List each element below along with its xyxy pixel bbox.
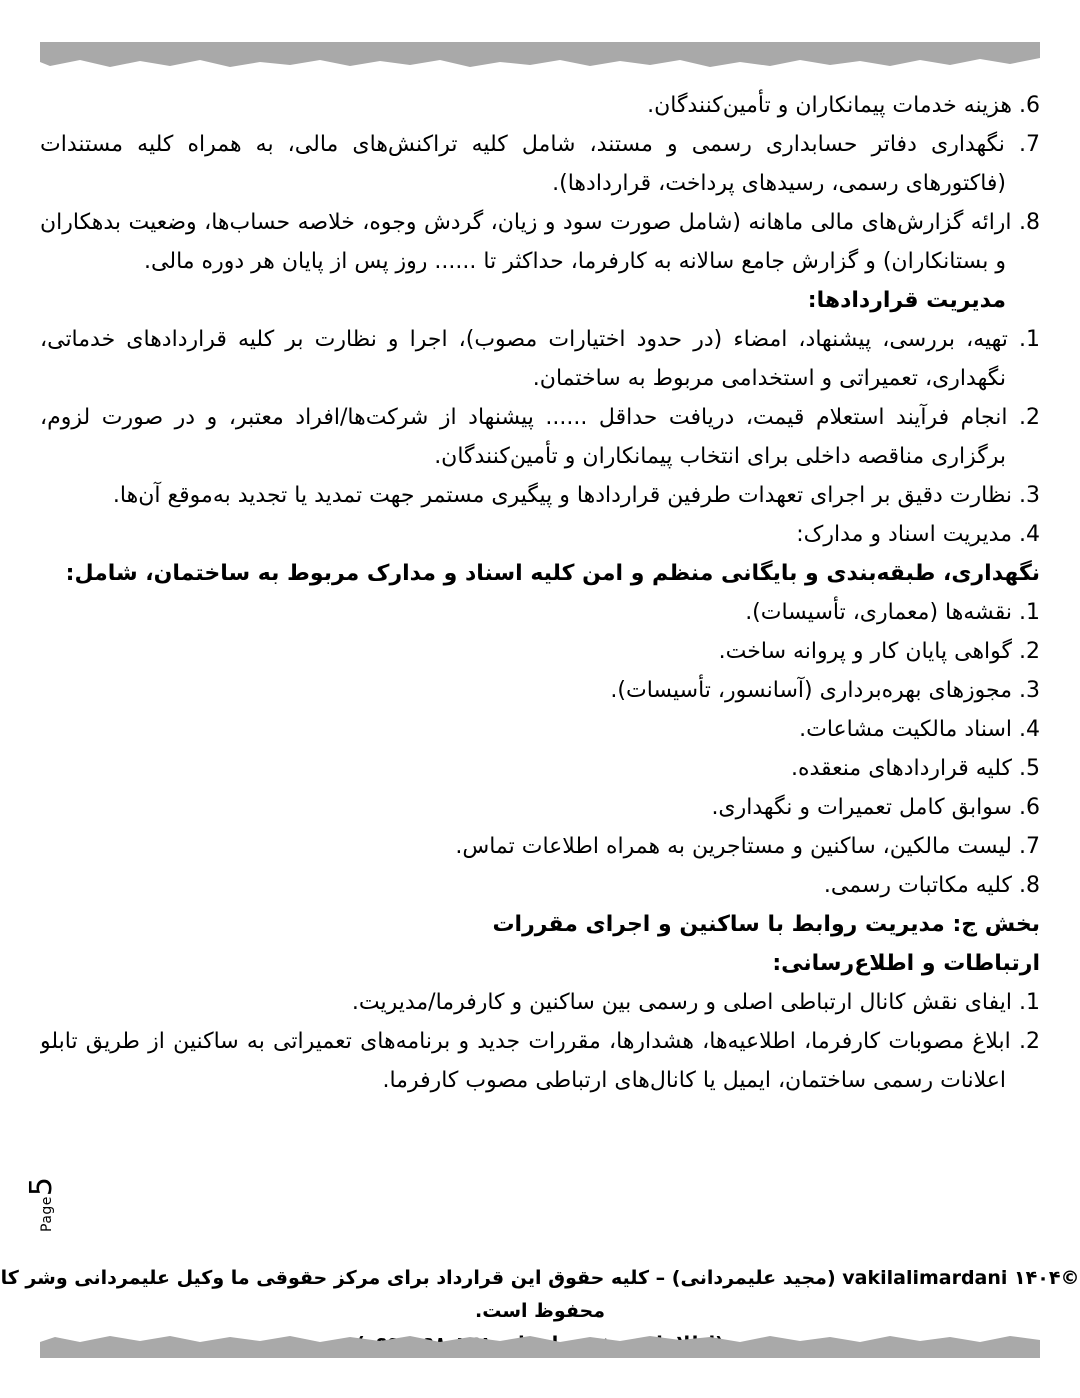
list-item: 2. گواهی پایان کار و پروانه ساخت. xyxy=(718,639,1040,664)
document-body xyxy=(40,86,1040,1201)
list-item: 8. ارائه گزارش‌های مالی ماهانه (شامل صورت سود و زیان، گردش وجوه، خلاصه حساب‌ها، وضعیت بدهکاران و بستانکاران) و گزارش جامع سالانه به کارفرما، حداکثر تا ...... روز پس از پایان هر دوره مالی. xyxy=(40,210,1040,274)
list-item: 6. سوابق کامل تعمیرات و نگهداری. xyxy=(711,795,1040,820)
list-item: 4. اسناد مالکیت مشاعات. xyxy=(799,717,1040,742)
section-heading: نگهداری، طبقه‌بندی و بایگانی منظم و امن کلیه اسناد و مدارک مربوط به ساختمان، شامل: xyxy=(65,561,1040,586)
list-item: 2. ابلاغ مصوبات کارفرما، اطلاعیه‌ها، هشدارها، مقررات جدید و برنامه‌های تعمیراتی به ساکنین از طریق تابلو اعلانات رسمی ساختمان، ایمیل یا کانال‌های ارتباطی مصوب کارفرما. xyxy=(40,1029,1040,1093)
list-item: 7. لیست مالکین، ساکنین و مستاجرین به همراه اطلاعات تماس. xyxy=(455,834,1040,859)
torn-paper-shape-bottom xyxy=(40,1336,1040,1358)
page-number-value: 5 xyxy=(24,1177,59,1197)
list-item: 5. کلیه قراردادهای منعقده. xyxy=(790,756,1040,781)
page-number xyxy=(24,1177,59,1232)
section-heading: مدیریت قراردادها: xyxy=(807,288,1006,313)
torn-paper-edge-bottom xyxy=(40,1330,1040,1358)
torn-paper-shape-top xyxy=(40,42,1040,67)
copyright-line: ©۱۴۰۴ vakilalimardani (مجید علیمردانی) – کلیه حقوق این قرارداد برای مرکز حقوقی ما وکیل علیمردانی وشر کا محفوظ است. xyxy=(0,1267,1080,1322)
list-item: 8. کلیه مکاتبات رسمی. xyxy=(823,873,1040,898)
list-item: 1. ایفای نقش کانال ارتباطی اصلی و رسمی بین ساکنین و کارفرما/مدیریت. xyxy=(351,990,1040,1015)
list-item: 1. نقشه‌ها (معماری، تأسیسات). xyxy=(745,600,1040,625)
list-item: 4. مدیریت اسناد و مدارک: xyxy=(796,522,1040,547)
list-item: 1. تهیه، بررسی، پیشنهاد، امضاء (در حدود اختیارات مصوب)، اجرا و نظارت بر کلیه قراردادهای خدماتی، نگهداری، تعمیراتی و استخدامی مربوط به ساختمان. xyxy=(40,327,1040,391)
torn-paper-edge-top xyxy=(40,42,1040,72)
list-item: 3. مجوزهای بهره‌برداری (آسانسور، تأسیسات). xyxy=(610,678,1040,703)
page-number-label: Page xyxy=(39,1196,55,1232)
list-item: 2. انجام فرآیند استعلام قیمت، دریافت حداقل ...... پیشنهاد از شرکت‌ها/افراد معتبر، و در صورت لزوم، برگزاری مناقصه داخلی برای انتخاب پیمانکاران و تأمین‌کنندگان. xyxy=(40,405,1040,469)
list-item: 6. هزینه خدمات پیمانکاران و تأمین‌کنندگان. xyxy=(647,93,1040,118)
list-item: 7. نگهداری دفاتر حسابداری رسمی و مستند، شامل کلیه تراکنش‌های مالی، به همراه کلیه مستندات (فاکتورهای رسمی، رسیدهای پرداخت، قراردادها). xyxy=(40,132,1040,196)
list-item: 3. نظارت دقیق بر اجرای تعهدات طرفین قراردادها و پیگیری مستمر جهت تمدید یا تجدید به‌موقع آن‌ها. xyxy=(112,483,1040,508)
section-heading: بخش ج: مدیریت روابط با ساکنین و اجرای مقررات xyxy=(492,912,1040,937)
section-heading: ارتباطات و اطلاع‌رسانی: xyxy=(772,951,1040,976)
